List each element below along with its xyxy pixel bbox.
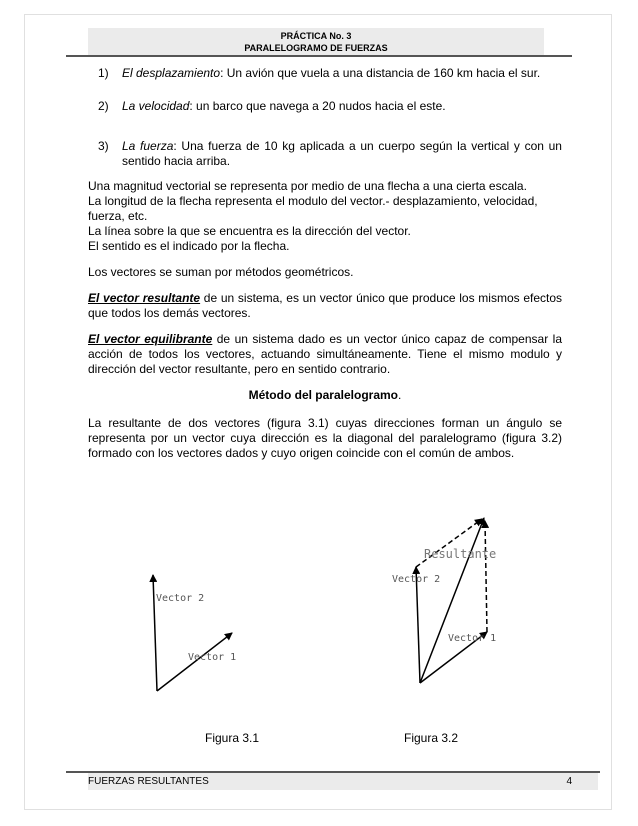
list-term: El desplazamiento xyxy=(122,66,221,80)
page-number: 4 xyxy=(566,776,572,787)
term-equilibrant: El vector equilibrante xyxy=(88,332,213,346)
figure-3-1 xyxy=(153,575,236,691)
figure-3-2-caption: Figura 3.2 xyxy=(404,731,459,745)
text-line: La línea sobre la que se encuentra es la dirección del vector. xyxy=(88,224,411,238)
page-footer xyxy=(88,773,598,790)
list-text: : un barco que navega a 20 nudos hacia el este. xyxy=(189,99,446,113)
paragraph-text: de un sistema, es un vector único que produce los mismos efectos que todos los demás vectores. xyxy=(88,291,563,320)
list-number: 2) xyxy=(98,99,109,113)
resultant-label: Resultante xyxy=(424,547,497,561)
list-term: La fuerza xyxy=(122,139,174,153)
vector-2-label: Vector 2 xyxy=(156,593,205,604)
paragraph-parallelogram-method: La resultante de dos vectores (figura 3.1) cuyas direcciones forman un ángulo se representa por un vector cuya dirección es la diagonal del paralelogramo (figura 3.2) formado con los vectores dados y cuyo origen coincide con el común de ambos. xyxy=(88,416,562,460)
text-line: Una magnitud vectorial se representa por medio de una flecha a una cierta escala. xyxy=(88,179,527,193)
list-number: 1) xyxy=(98,66,109,80)
list-text: : Una fuerza de 10 kg aplicada a un cuerpo según la vertical y con un sentido hacia arriba. xyxy=(122,139,562,168)
text-line: La longitud de la flecha representa el modulo del vector.- desplazamiento, velocidad, fuerza, etc. xyxy=(88,194,538,223)
parallel-dashed-right xyxy=(485,521,487,632)
list-term: La velocidad xyxy=(122,99,190,113)
footer-title: FUERZAS RESULTANTES xyxy=(88,776,209,787)
list-text: : Un avión que vuela a una distancia de 160 km hacia el sur. xyxy=(220,66,541,80)
paragraph-text: de un sistema dado es un vector único capaz de compensar la acción de todos los vectores, actuando simultáneamente. Tiene el mismo modulo y dirección del vector resultante, pero en sentido contrario. xyxy=(88,332,562,376)
header-title: PRÁCTICA No. 3 xyxy=(280,31,352,41)
header-subtitle: PARALELOGRAMO DE FUERZAS xyxy=(244,43,388,53)
figure-3-2 xyxy=(392,518,496,683)
term-resultant: El vector resultante xyxy=(88,291,201,305)
vector-1-label: Vector 1 xyxy=(188,652,237,663)
method-title: Método del paralelogramo xyxy=(248,388,398,402)
text-line: El sentido es el indicado por la flecha. xyxy=(88,239,290,253)
vector-2-label: Vector 2 xyxy=(392,574,441,585)
method-title-dot: . xyxy=(398,388,402,402)
list-number: 3) xyxy=(98,139,109,153)
figure-3-1-caption: Figura 3.1 xyxy=(205,731,260,745)
vector-1-label: Vector 1 xyxy=(448,633,497,644)
paragraph-geometric-sum: Los vectores se suman por métodos geométricos. xyxy=(88,265,354,279)
